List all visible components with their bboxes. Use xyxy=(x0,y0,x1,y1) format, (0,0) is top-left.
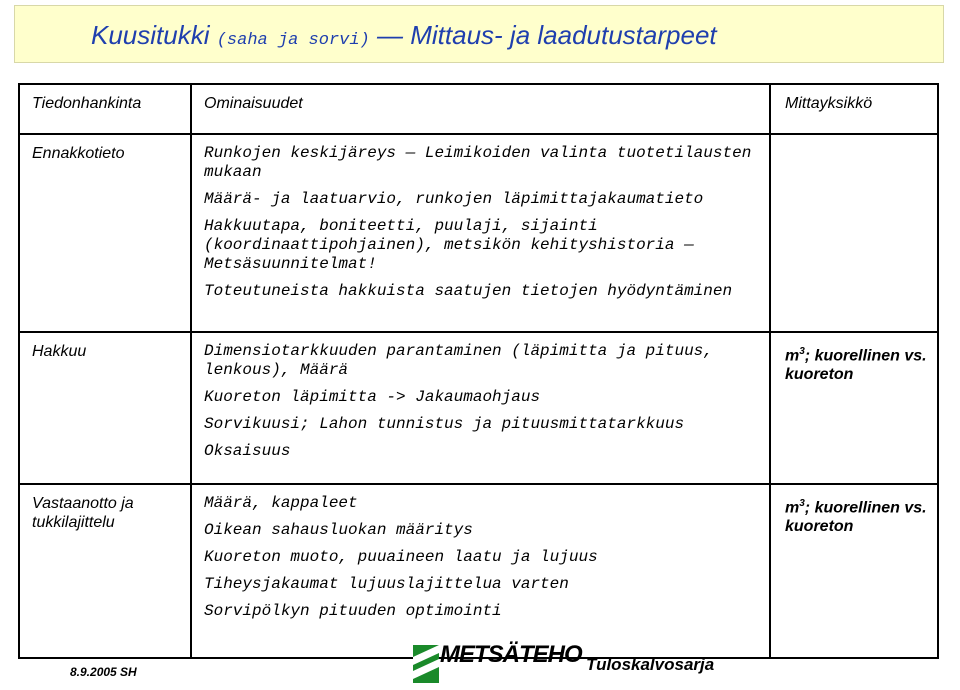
feature-item: Kuoreton läpimitta -> Jakaumaohjaus xyxy=(204,388,541,406)
footer-series-label: Tuloskalvosarja xyxy=(586,655,715,674)
title-main: Kuusitukki xyxy=(91,20,210,50)
header-ominaisuudet: Ominaisuudet xyxy=(191,84,770,134)
feature-item: Oksaisuus xyxy=(204,442,291,460)
feature-item: Hakkuutapa, boniteetti, puulaji, sijainti (koordinaattipohjainen), metsikön kehityshistoria — Metsäsuunnitelmat! xyxy=(204,217,694,273)
title-rest: Mittaus- ja laadutustarpeet xyxy=(410,20,717,50)
title-banner xyxy=(14,5,944,63)
unit-rest: ; kuorellinen vs. kuoreton xyxy=(785,499,927,536)
feature-item: Määrä- ja laatuarvio, runkojen läpimittajakaumatieto xyxy=(204,190,704,208)
feature-item: Sorvipölkyn pituuden optimointi xyxy=(204,602,502,620)
phase-cell: Ennakkotieto xyxy=(19,134,191,332)
features-cell xyxy=(191,332,770,484)
table-row-vastaanotto xyxy=(19,484,938,658)
title-parenthetical: (saha ja sorvi) xyxy=(216,31,370,50)
feature-item: Kuoreton muoto, puuaineen laatu ja lujuus xyxy=(204,548,598,566)
header-mittayksikko: Mittayksikkö xyxy=(770,84,938,134)
feature-item: Oikean sahausluokan määritys xyxy=(204,521,473,539)
features-cell xyxy=(191,484,770,658)
unit-main: m xyxy=(785,347,800,365)
unit-cell xyxy=(770,484,938,658)
table-row-ennakkotieto xyxy=(19,134,938,332)
unit-superscript: 3 xyxy=(799,498,805,509)
feature-item: Tiheysjakaumat lujuuslajittelua varten xyxy=(204,575,569,593)
table-header-row xyxy=(19,84,938,134)
feature-item: Dimensiotarkkuuden parantaminen (läpimitta ja pituus, lenkous), Määrä xyxy=(204,342,713,379)
features-cell xyxy=(191,134,770,332)
table-row-hakkuu xyxy=(19,332,938,484)
requirements-table xyxy=(18,83,939,659)
page-title xyxy=(91,20,717,51)
feature-item: Runkojen keskijäreys — Leimikoiden valinta tuotetilausten mukaan xyxy=(204,144,752,181)
feature-item: Toteutuneista hakkuista saatujen tietojen hyödyntäminen xyxy=(204,282,733,300)
logo-text: METSÄTEHO xyxy=(440,641,582,668)
title-dash: — xyxy=(377,20,403,50)
unit-cell xyxy=(770,332,938,484)
header-tiedonhankinta: Tiedonhankinta xyxy=(19,84,191,134)
unit-superscript: 3 xyxy=(799,346,805,357)
phase-cell: Vastaanotto ja tukkilajittelu xyxy=(19,484,191,658)
feature-item: Sorvikuusi; Lahon tunnistus ja pituusmittatarkkuus xyxy=(204,415,685,433)
unit-rest: ; kuorellinen vs. kuoreton xyxy=(785,347,927,384)
unit-cell xyxy=(770,134,938,332)
footer-date: 8.9.2005 SH xyxy=(70,665,137,679)
unit-main: m xyxy=(785,499,800,517)
feature-item: Määrä, kappaleet xyxy=(204,494,358,512)
phase-cell: Hakkuu xyxy=(19,332,191,484)
